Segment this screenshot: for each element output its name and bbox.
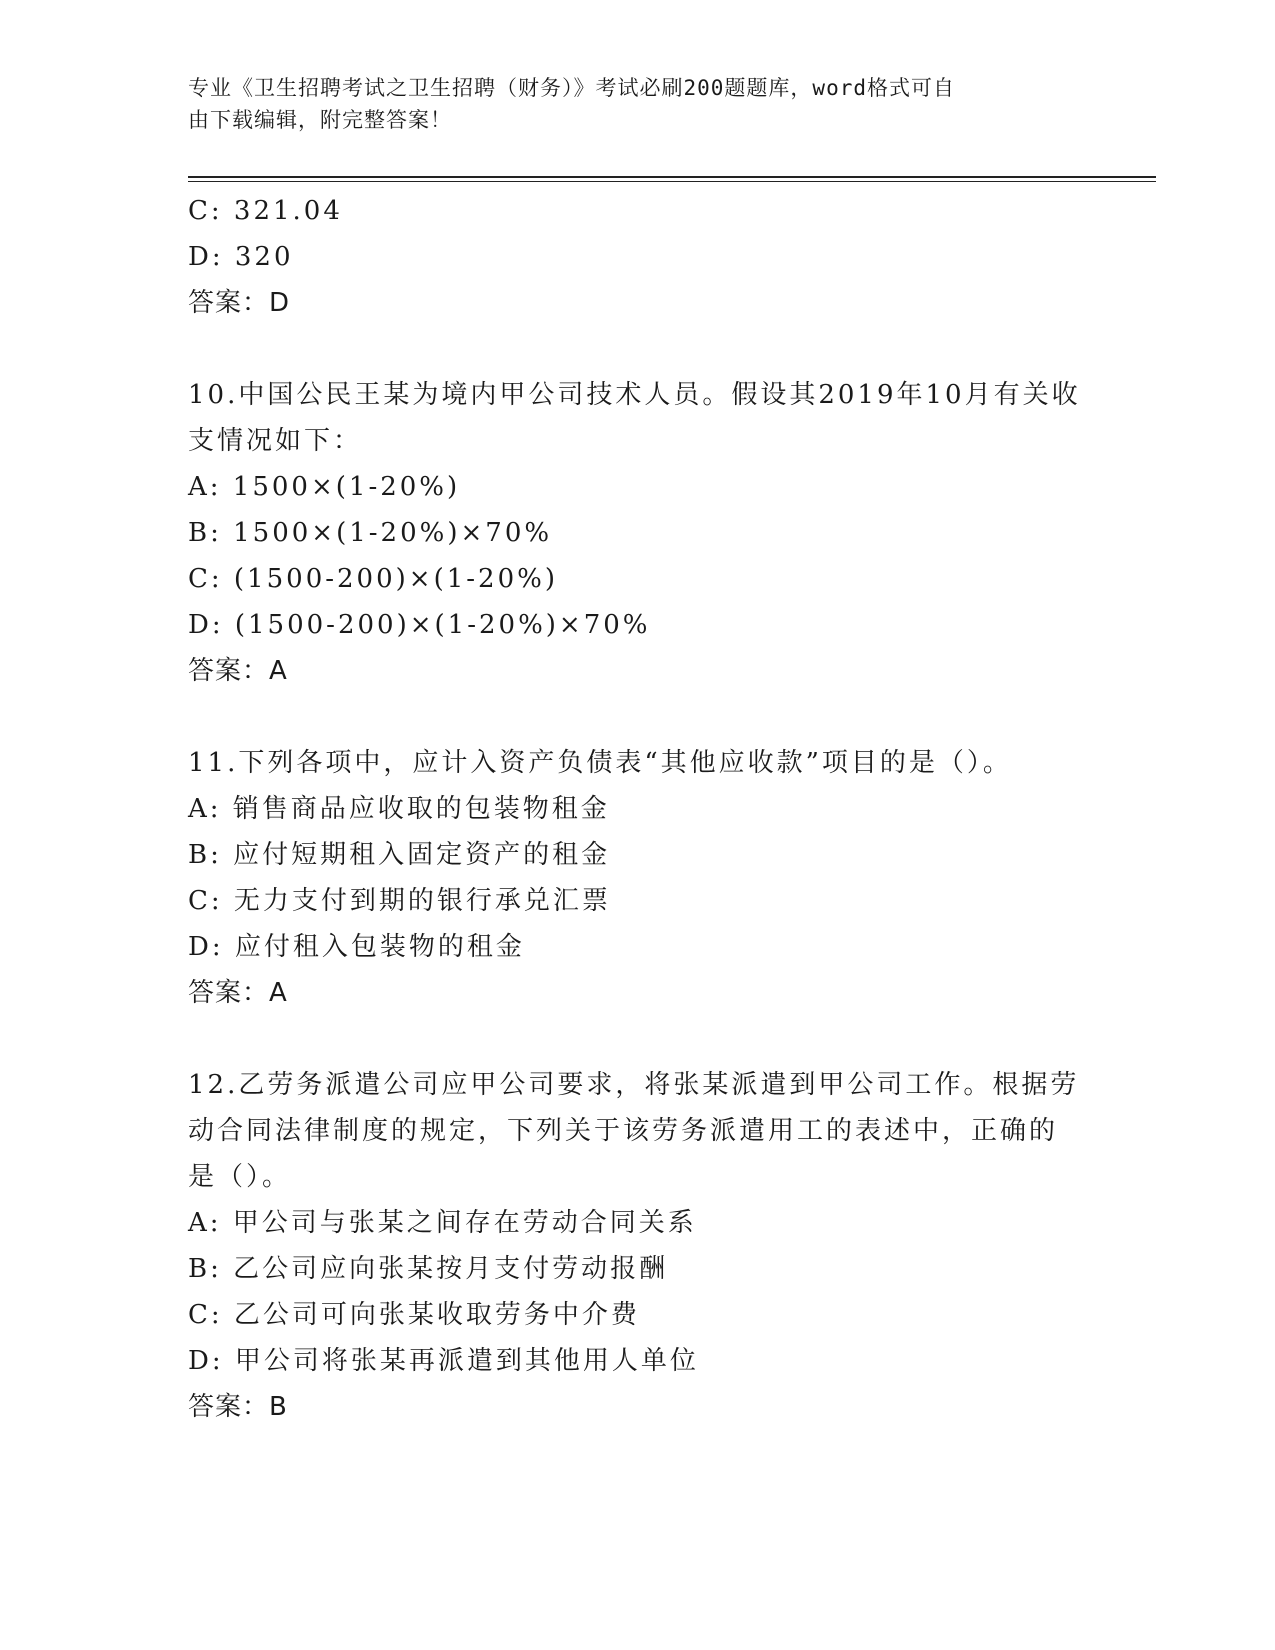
option-a: A: 甲公司与张某之间存在劳动合同关系: [188, 1208, 697, 1238]
spacer: [188, 1016, 1088, 1062]
question-stem-line: 支情况如下：: [188, 426, 363, 456]
document-header: [188, 72, 1088, 136]
spacer: [188, 694, 1088, 740]
question-12: [188, 1062, 1088, 1430]
option-d: D: 甲公司将张某再派遣到其他用人单位: [188, 1346, 699, 1376]
question-stem-line: 动合同法律制度的规定，下列关于该劳务派遣用工的表述中，正确的: [188, 1116, 1059, 1146]
header-line-2: 由下载编辑，附完整答案！: [188, 108, 452, 132]
answer: 答案：A: [188, 656, 288, 686]
option-c: C: 乙公司可向张某收取劳务中介费: [188, 1300, 640, 1330]
header-divider-bottom: [188, 181, 1156, 182]
option-c: C: 无力支付到期的银行承兑汇票: [188, 886, 611, 916]
answer: 答案：B: [188, 1392, 288, 1422]
option-a: A: 销售商品应收取的包装物租金: [188, 794, 610, 824]
option-d: D: (1500-200)×(1-20%)×70%: [188, 610, 651, 640]
header-divider-top: [188, 176, 1156, 178]
question-11: [188, 740, 1088, 1016]
option-c: C: 321.04: [188, 196, 343, 226]
option-d: D: 320: [188, 242, 294, 272]
question-stem-line: 10.中国公民王某为境内甲公司技术人员。假设其2019年10月有关收: [188, 380, 1081, 410]
question-stem-line: 11.下列各项中，应计入资产负债表“其他应收款”项目的是（）。: [188, 748, 1012, 778]
question-9-tail: [188, 188, 1088, 326]
option-a: A: 1500×(1-20%): [188, 472, 461, 502]
question-stem-line: 是（）。: [188, 1162, 292, 1192]
question-list: [188, 188, 1088, 1430]
option-b: B: 乙公司应向张某按月支付劳动报酬: [188, 1254, 669, 1284]
option-d: D: 应付租入包装物的租金: [188, 932, 525, 962]
option-b: B: 1500×(1-20%)×70%: [188, 518, 553, 548]
question-stem-line: 12.乙劳务派遣公司应甲公司要求，将张某派遣到甲公司工作。根据劳: [188, 1070, 1080, 1100]
question-10: [188, 372, 1088, 694]
option-c: C: (1500-200)×(1-20%): [188, 564, 558, 594]
option-b: B: 应付短期租入固定资产的租金: [188, 840, 611, 870]
answer: 答案：D: [188, 288, 291, 318]
answer: 答案：A: [188, 978, 288, 1008]
header-line-1: 专业《卫生招聘考试之卫生招聘（财务）》考试必刷200题题库，word格式可自: [188, 76, 955, 100]
spacer: [188, 326, 1088, 372]
